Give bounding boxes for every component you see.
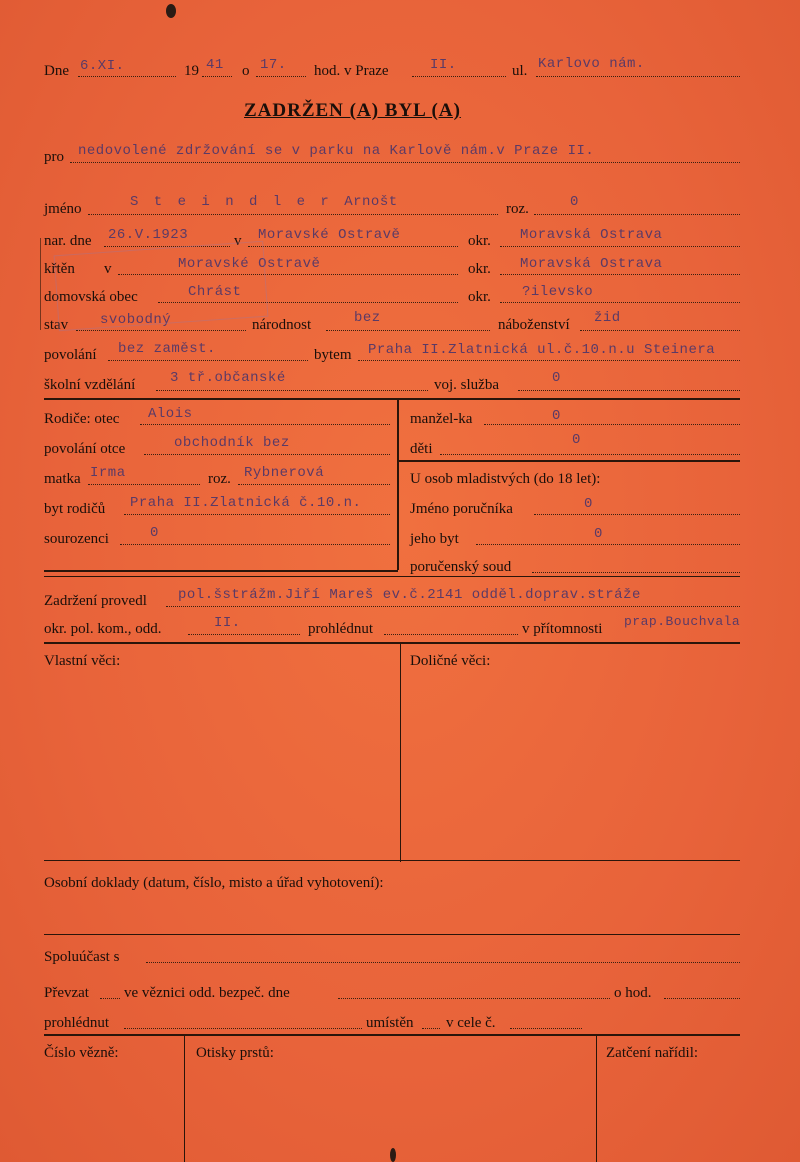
nar-label: nar. dne: [44, 233, 92, 249]
kom-value: II.: [214, 615, 241, 631]
deti-value: 0: [572, 432, 581, 448]
nar-v-label: v: [234, 233, 242, 249]
deti-line: [440, 454, 740, 455]
krten-place: Moravské Ostravě: [178, 256, 321, 272]
nabozenstvi-value: žid: [594, 310, 621, 326]
possessions-divider: [400, 644, 401, 862]
matka-roz-value: Rybnerová: [244, 465, 325, 481]
o-label: o: [242, 63, 250, 79]
povolani-line: [108, 360, 308, 361]
vzdelani-label: školní vzdělání: [44, 377, 136, 393]
otec-value: Alois: [148, 406, 193, 422]
umisten-label: umístěn: [366, 1015, 414, 1031]
dne-label: Dne: [44, 63, 69, 79]
year-prefix: 19: [184, 63, 199, 79]
ul-line: [536, 76, 740, 77]
krten-label: křtěn: [44, 261, 75, 277]
sourozenci-line: [120, 544, 390, 545]
nar-okr-value: Moravská Ostrava: [520, 227, 663, 243]
jeho-byt-line: [476, 544, 740, 545]
nar-okr-label: okr.: [468, 233, 491, 249]
stav-line: [76, 330, 246, 331]
voj-value: 0: [552, 370, 561, 386]
provedl-line: [166, 606, 740, 607]
praha-value: II.: [430, 57, 457, 73]
dne-line: [78, 76, 176, 77]
manzel-line: [484, 424, 740, 425]
section-rule-1: [44, 398, 740, 400]
otisky-label: Otisky prstů:: [196, 1045, 274, 1061]
matka-line: [88, 484, 200, 485]
bytem-line: [358, 360, 740, 361]
hour-line: [256, 76, 306, 77]
doklady-label: Osobní doklady (datum, číslo, misto a úřad vyhotovení):: [44, 875, 384, 891]
hour-value: 17.: [260, 57, 287, 73]
voj-line: [518, 390, 740, 391]
prohlednut-label: prohlédnut: [308, 621, 373, 637]
punch-hole-top: [166, 4, 176, 18]
byt-rodicu-label: byt rodičů: [44, 501, 106, 517]
pro-line: [70, 162, 740, 163]
pritomnosti-value: prap.Bouchvala: [624, 614, 741, 629]
pro-value: nedovolené zdržování se v parku na Karlově nám.v Praze II.: [78, 143, 595, 159]
dolicne-label: Doličné věci:: [410, 653, 491, 669]
bottom-divider-1: [184, 1036, 185, 1162]
porucnik-label: Jméno poručníka: [410, 501, 513, 517]
ve-veznici-line: [338, 998, 610, 999]
section-rule-6: [44, 1034, 740, 1036]
vlastni-label: Vlastní věci:: [44, 653, 121, 669]
voj-label: voj. služba: [434, 377, 499, 393]
povolani-otce-line: [144, 454, 390, 455]
jeho-byt-value: 0: [594, 526, 603, 542]
section-rule-5: [44, 934, 740, 935]
sourozenci-value: 0: [150, 525, 159, 541]
prohlednut-2-line: [124, 1028, 362, 1029]
pritomnosti-label: v přítomnosti: [522, 621, 603, 637]
section-rule-2: [44, 570, 398, 572]
stav-label: stav: [44, 317, 69, 333]
soud-line: [532, 572, 740, 573]
sourozenci-label: sourozenci: [44, 531, 109, 547]
matka-roz-label: roz.: [208, 471, 231, 487]
krten-okr-value: Moravská Ostrava: [520, 256, 663, 272]
povolani-otce-value: obchodník bez: [174, 435, 290, 451]
matka-label: matka: [44, 471, 81, 487]
jeho-byt-label: jeho byt: [410, 531, 459, 547]
o-hod-line: [664, 998, 740, 999]
spoluucast-label: Spoluúčast s: [44, 949, 120, 965]
krten-okr-line: [500, 274, 740, 275]
deti-label: děti: [410, 441, 433, 457]
nar-value: 26.V.1923: [108, 227, 189, 243]
cislo-vezne-label: Číslo vězně:: [44, 1045, 119, 1061]
section-rule-2b: [44, 576, 740, 577]
form-title: ZADRŽEN (A) BYL (A): [244, 100, 461, 121]
zatceni-label: Zatčení nařídil:: [606, 1045, 699, 1061]
v-cele-line: [510, 1028, 582, 1029]
narodnost-label: národnost: [252, 317, 312, 333]
dne-value: 6.XI.: [80, 58, 125, 74]
byt-rodicu-value: Praha II.Zlatnická č.10.n.: [130, 495, 362, 511]
ve-veznici-label: ve věznici odd. bezpeč. dne: [124, 985, 290, 1001]
praha-line: [412, 76, 506, 77]
povolani-value: bez zaměst.: [118, 341, 216, 357]
spoluucast-line: [146, 962, 740, 963]
byt-rodicu-line: [124, 514, 390, 515]
prevzat-label: Převzat: [44, 985, 89, 1001]
krten-okr-label: okr.: [468, 261, 491, 277]
kom-line: [188, 634, 300, 635]
parents-divider: [397, 400, 399, 570]
jmeno-label: jméno: [44, 201, 82, 217]
o-hod-label: o hod.: [614, 985, 652, 1001]
year-line: [202, 76, 232, 77]
nar-place-line: [248, 246, 458, 247]
bytem-label: bytem: [314, 347, 352, 363]
v-cele-label: v cele č.: [446, 1015, 496, 1031]
otec-label: Rodiče: otec: [44, 411, 120, 427]
otec-line: [140, 424, 390, 425]
nar-okr-line: [500, 246, 740, 247]
domovska-label: domovská obec: [44, 289, 138, 305]
nabozenstvi-label: náboženství: [498, 317, 570, 333]
year-value: 41: [206, 57, 224, 73]
porucnik-value: 0: [584, 496, 593, 512]
roz-label: roz.: [506, 201, 529, 217]
hod-label: hod. v Praze: [314, 63, 389, 79]
povolani-otce-label: povolání otce: [44, 441, 126, 457]
povolani-label: povolání: [44, 347, 97, 363]
domovska-value: Chrást: [188, 284, 242, 300]
vzdelani-line: [156, 390, 428, 391]
bottom-divider-2: [596, 1036, 597, 1162]
manzel-value: 0: [552, 408, 561, 424]
domovska-okr-label: okr.: [468, 289, 491, 305]
ul-value: Karlovo nám.: [538, 56, 645, 72]
stav-value: svobodný: [100, 312, 172, 328]
domovska-okr-value: ?ilevsko: [522, 284, 594, 300]
manzel-label: manžel-ka: [410, 411, 473, 427]
kom-label: okr. pol. kom., odd.: [44, 621, 162, 637]
ul-label: ul.: [512, 63, 528, 79]
soud-label: poručenský soud: [410, 559, 512, 575]
prevzat-line: [100, 998, 120, 999]
faint-stamp-mark: [54, 241, 269, 331]
narodnost-value: bez: [354, 310, 381, 326]
nabozenstvi-line: [580, 330, 740, 331]
domovska-okr-line: [500, 302, 740, 303]
prohlednut-line: [384, 634, 518, 635]
krten-v-label: v: [104, 261, 112, 277]
matka-value: Irma: [90, 465, 126, 481]
roz-line: [534, 214, 740, 215]
minors-rule: [399, 460, 740, 462]
provedl-value: pol.šstrážm.Jiří Mareš ev.č.2141 odděl.doprav.stráže: [178, 587, 641, 603]
section-rule-4: [44, 860, 740, 861]
umisten-line: [422, 1028, 440, 1029]
vzdelani-value: 3 tř.občanské: [170, 370, 286, 386]
minors-heading: U osob mladistvých (do 18 let):: [410, 471, 601, 487]
provedl-label: Zadržení provedl: [44, 593, 147, 609]
matka-roz-line: [238, 484, 390, 485]
left-margin-bracket: [40, 238, 41, 330]
section-rule-3: [44, 642, 740, 644]
roz-value: 0: [570, 194, 579, 210]
porucnik-line: [534, 514, 740, 515]
bytem-value: Praha II.Zlatnická ul.č.10.n.u Steinera: [368, 342, 716, 358]
punch-hole-bottom: [390, 1148, 396, 1162]
prohlednut-2-label: prohlédnut: [44, 1015, 109, 1031]
nar-place: Moravské Ostravě: [258, 227, 401, 243]
jmeno-line: [88, 214, 498, 215]
pro-label: pro: [44, 149, 64, 165]
jmeno-value: S t e i n d l e r Arnošt: [130, 194, 398, 210]
narodnost-line: [326, 330, 490, 331]
